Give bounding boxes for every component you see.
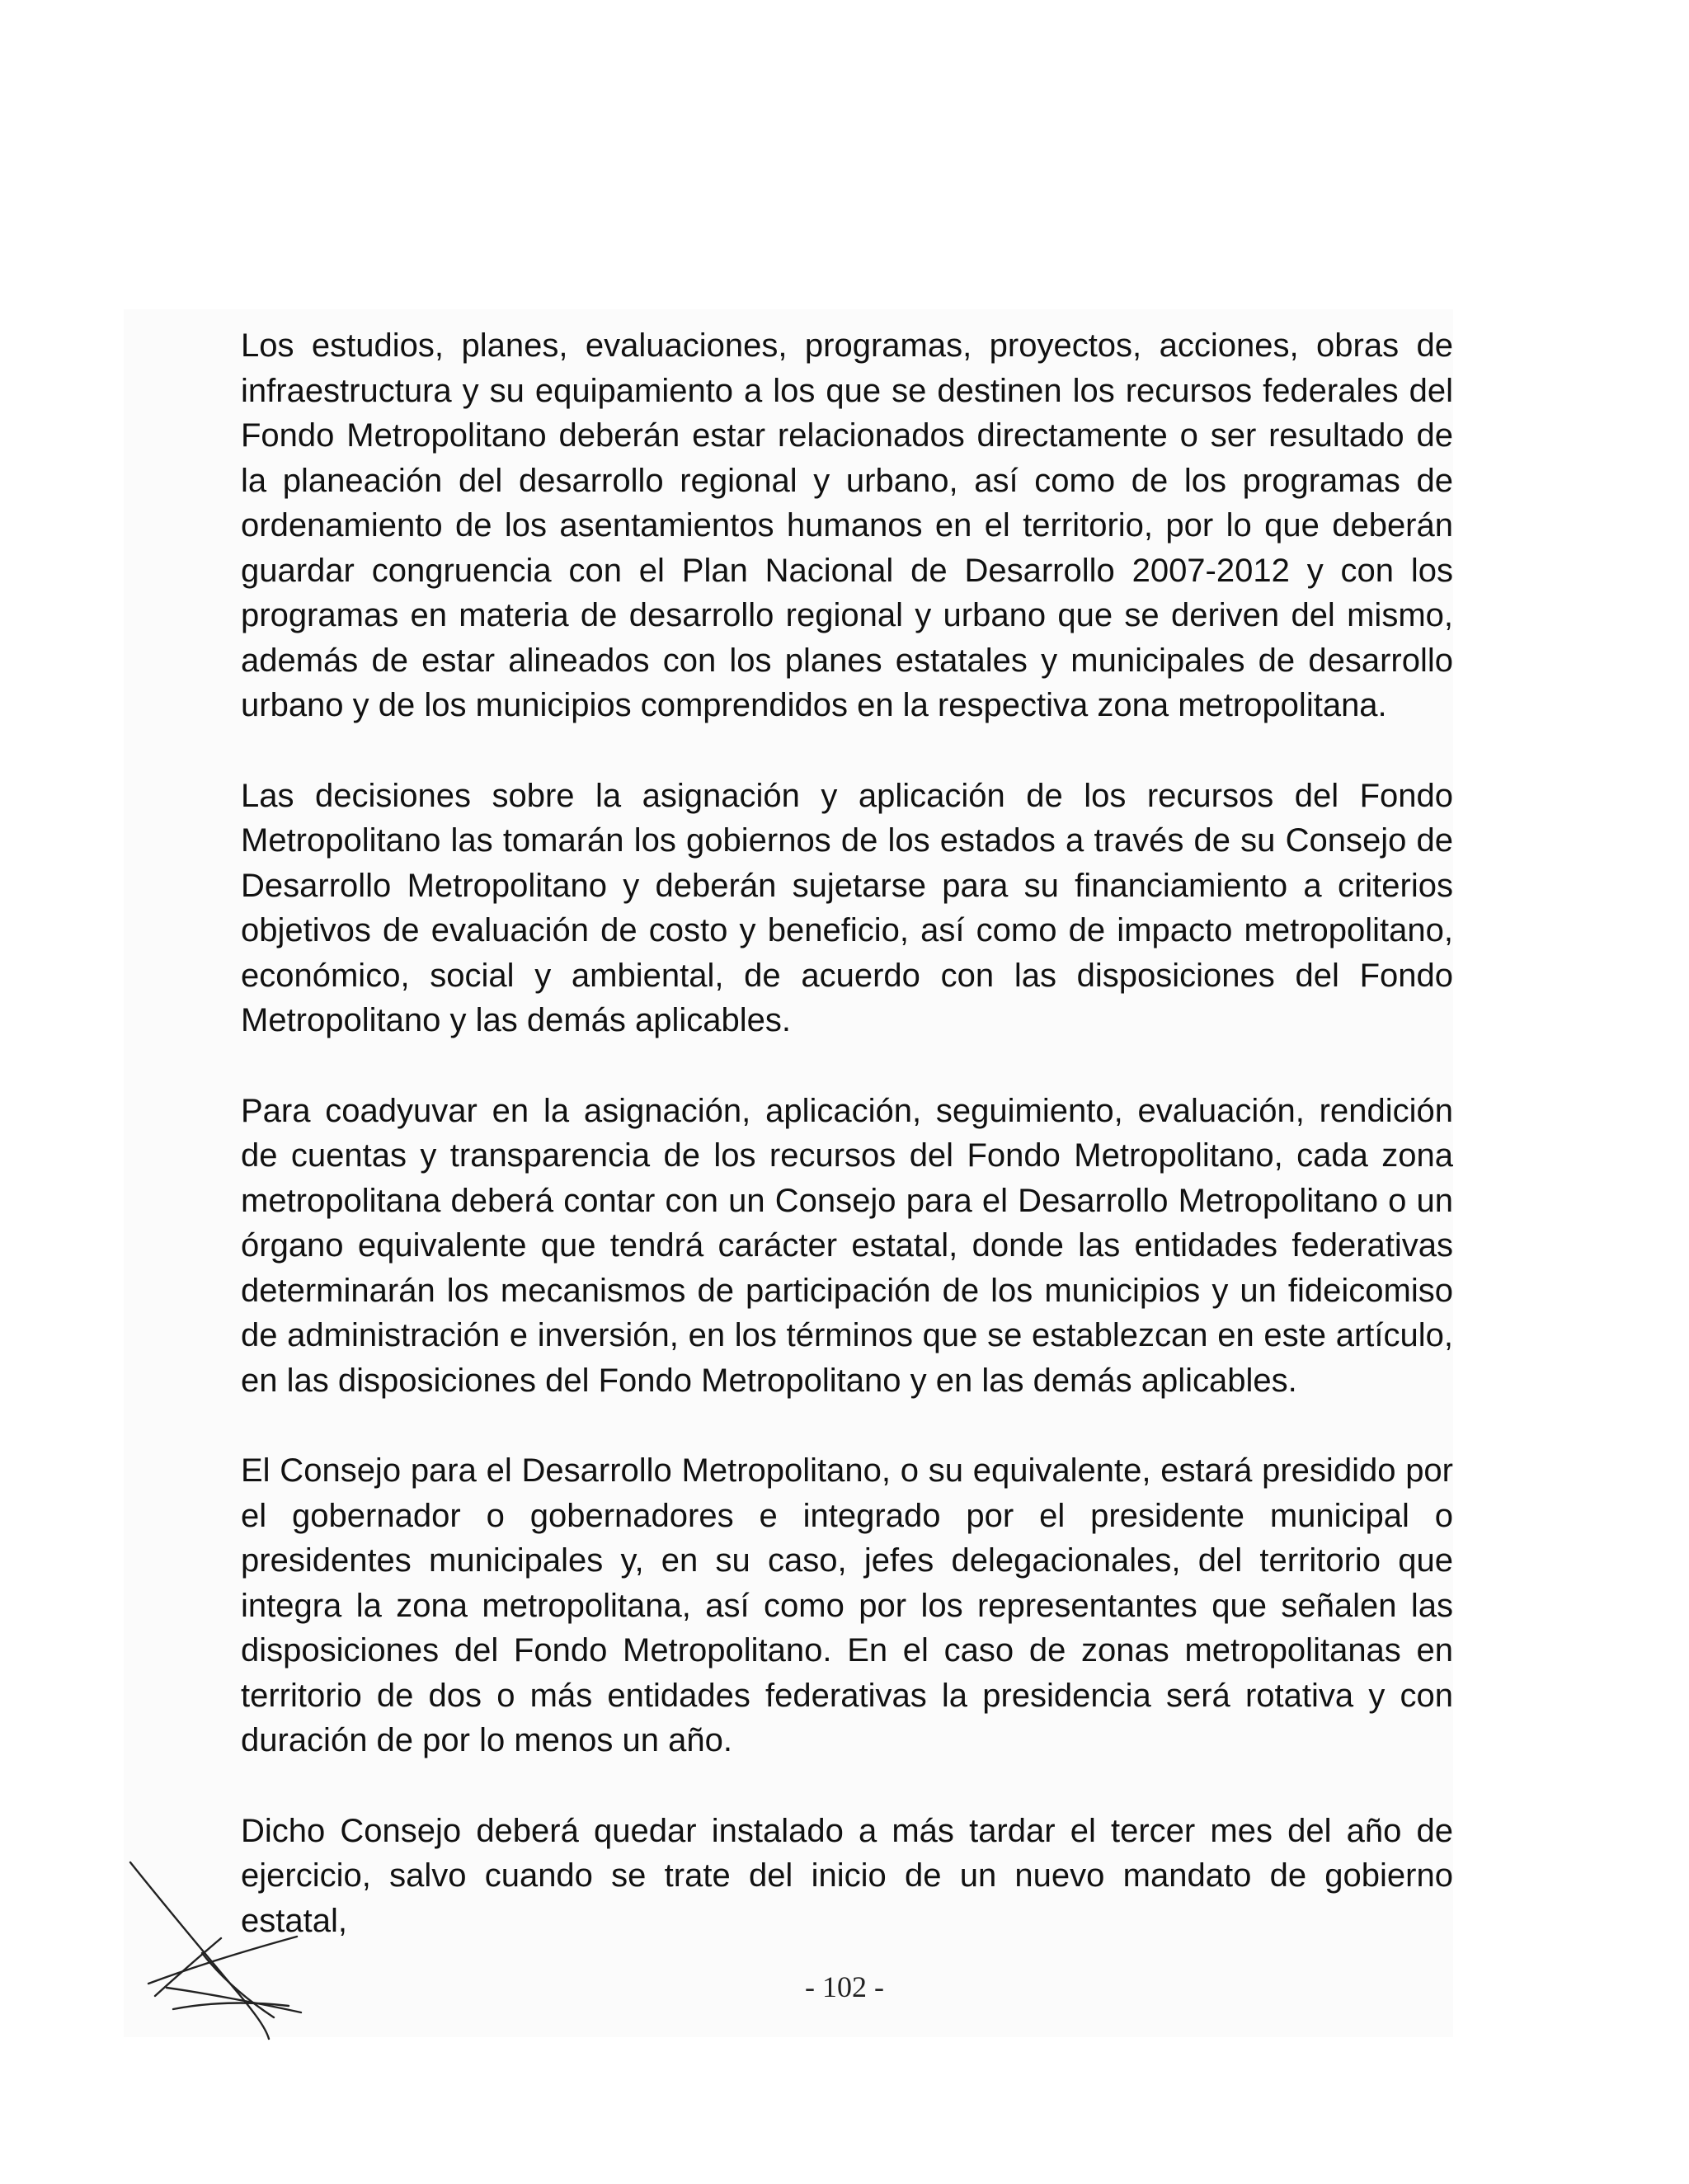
document-body	[241, 323, 1453, 1989]
page-number: - 102 -	[805, 1970, 884, 2003]
paragraph-resource-allocation-decisions: Las decisiones sobre la asignación y aplicación de los recursos del Fondo Metropolitano las tomarán los gobiernos de los estados a través de su Consejo de Desarrollo Metropolitano y deberán sujetarse para su financiamiento a criterios objetivos de evaluación de costo y beneficio, así como de impacto metropolitano, económico, social y ambiental, de acuerdo con las disposiciones del Fondo Metropolitano y las demás aplicables.	[241, 777, 1453, 1038]
paragraph-consejo-installation: Dicho Consejo deberá quedar instalado a más tardar el tercer mes del año de ejercicio, salvo cuando se trate del inicio de un nuevo mandato de gobierno estatal,	[241, 1812, 1453, 1939]
paragraph-consejo-requirement: Para coadyuvar en la asignación, aplicación, seguimiento, evaluación, rendición de cuentas y transparencia de los recursos del Fondo Metropolitano, cada zona metropolitana deberá contar con un Consejo para el Desarrollo Metropolitano o un órgano equivalente que tendrá carácter estatal, donde las entidades federativas determinarán los mecanismos de participación de los municipios y un fideicomiso de administración e inversión, en los términos que se establezcan en este artículo, en las disposiciones del Fondo Metropolitano y en las demás aplicables.	[241, 1092, 1453, 1399]
handwritten-signature	[124, 1856, 305, 2041]
paragraph-fondo-metropolitano-planning: Los estudios, planes, evaluaciones, programas, proyectos, acciones, obras de infraestructura y su equipamiento a los que se destinen los recursos federales del Fondo Metropolitano deberán estar relacionados directamente o ser resultado de la planeación del desarrollo regional y urbano, así como de los programas de ordenamiento de los asentamientos humanos en el territorio, por lo que deberán guardar congruencia con el Plan Nacional de Desarrollo 2007-2012 y con los programas en materia de desarrollo regional y urbano que se deriven del mismo, además de estar alineados con los planes estatales y municipales de desarrollo urbano y de los municipios comprendidos en la respectiva zona metropolitana.	[241, 327, 1453, 723]
paragraph-consejo-composition: El Consejo para el Desarrollo Metropolitano, o su equivalente, estará presidido por el gobernador o gobernadores e integrado por el presidente municipal o presidentes municipales y, en su caso, jefes delegacionales, del territorio que integra la zona metropolitana, así como por los representantes que señalen las disposiciones del Fondo Metropolitano. En el caso de zonas metropolitanas en territorio de dos o más entidades federativas la presidencia será rotativa y con duración de por lo menos un año.	[241, 1452, 1453, 1758]
